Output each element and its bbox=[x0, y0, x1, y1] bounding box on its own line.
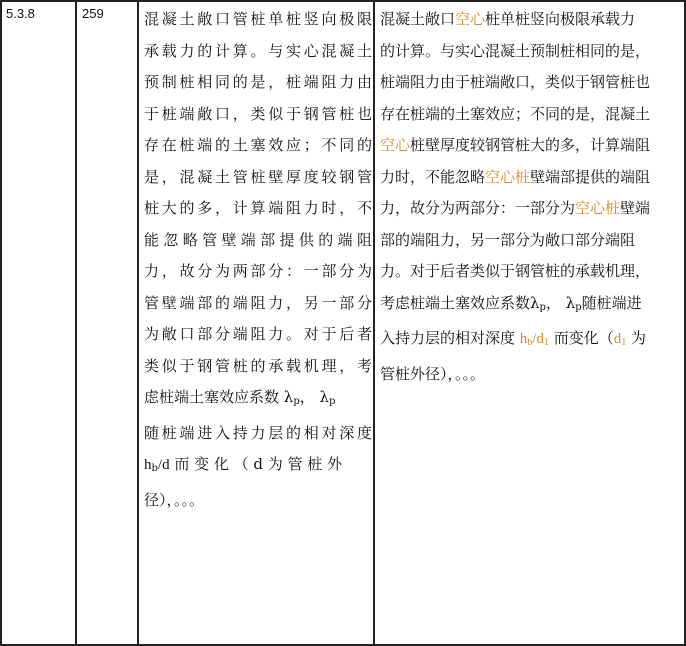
original-line: 径），。。。 bbox=[144, 490, 205, 509]
col-divider-2 bbox=[137, 0, 139, 646]
original-line: 于桩端敞口，类似于钢管桩也 bbox=[144, 104, 372, 123]
col-divider-3 bbox=[373, 0, 375, 646]
original-line: 随桩端进入持力层的相对深度 bbox=[144, 423, 372, 442]
original-line: 桩大的多，计算端阻力时，不 bbox=[144, 199, 372, 217]
revised-line: 力时，不能忽略空心桩壁端部提供的端阻 bbox=[380, 167, 651, 186]
revised-line: 入持力层的相对深度 $h_b/d_1$ 而变化（$d_1$ 为 bbox=[380, 329, 647, 348]
revised-line: 存在桩端的土塞效应；不同的是，混凝土 bbox=[380, 104, 651, 123]
table-border-top bbox=[0, 0, 686, 2]
original-line: 能忽略管壁端部提供的端阻 bbox=[144, 230, 372, 249]
original-line: $h_b/d$ 而 变 化 （ d 为 管 桩 外 bbox=[144, 455, 343, 474]
page-number: 259 bbox=[82, 6, 104, 21]
highlight-text: 空心 bbox=[455, 10, 486, 28]
original-line: 力，故分为两部分：一部分为 bbox=[144, 262, 372, 280]
col-divider-1 bbox=[75, 0, 77, 646]
original-line: 管壁端部的端阻力，另一部分 bbox=[144, 293, 372, 312]
table-border-left bbox=[0, 0, 2, 646]
revised-line: 力，故分为两部分：一部分为空心桩壁端 bbox=[380, 199, 651, 217]
highlight-text: 空心桩 bbox=[485, 167, 531, 186]
original-text bbox=[144, 4, 372, 516]
highlight-text: 空心 bbox=[380, 136, 411, 154]
revised-line: 力。对于后者类似于钢管桩的承载机理， bbox=[380, 262, 651, 280]
original-line: 存在桩端的土塞效应；不同的 bbox=[144, 136, 372, 154]
highlight-text: 空心桩 bbox=[575, 199, 621, 217]
revised-line: 管桩外径），。。。 bbox=[380, 364, 486, 383]
revised-text bbox=[380, 4, 682, 390]
revised-line: 考虑桩端土塞效应系数$\lambda_p$， $\lambda_p$随桩端进 bbox=[380, 293, 642, 313]
original-line: 是，混凝土管桩壁厚度较钢管 bbox=[144, 167, 372, 186]
revised-line: 空心桩壁厚度较钢管桩大的多，计算端阻 bbox=[380, 136, 651, 154]
original-line: 类似于钢管桩的承载机理，考 bbox=[144, 356, 372, 375]
original-line: 混凝土敞口管桩单桩竖向极限 bbox=[144, 10, 372, 28]
revised-line: 混凝土敞口空心桩单桩竖向极限承载力 bbox=[380, 10, 636, 28]
clause-number: 5.3.8 bbox=[6, 6, 35, 21]
original-line: 预制桩相同的是，桩端阻力由 bbox=[144, 73, 372, 91]
original-line: 为敞口部分端阻力。对于后者 bbox=[144, 325, 372, 343]
highlight-text: $d_1$ bbox=[613, 331, 627, 348]
original-line: 虑桩端土塞效应系数 $\lambda_p$， $\lambda_p$ bbox=[144, 388, 336, 407]
revised-line: 的计算。与实心混凝土预制桩相同的是， bbox=[380, 41, 651, 60]
revised-line: 部的端阻力，另一部分为敞口部分端阻 bbox=[380, 230, 636, 249]
original-line: 承载力的计算。与实心混凝土 bbox=[144, 41, 372, 60]
revised-line: 桩端阻力由于桩端敞口，类似于钢管桩也 bbox=[380, 73, 651, 91]
highlight-text: $h_b/d_1$ bbox=[519, 331, 549, 348]
lambda-symbol: λ bbox=[283, 388, 294, 406]
